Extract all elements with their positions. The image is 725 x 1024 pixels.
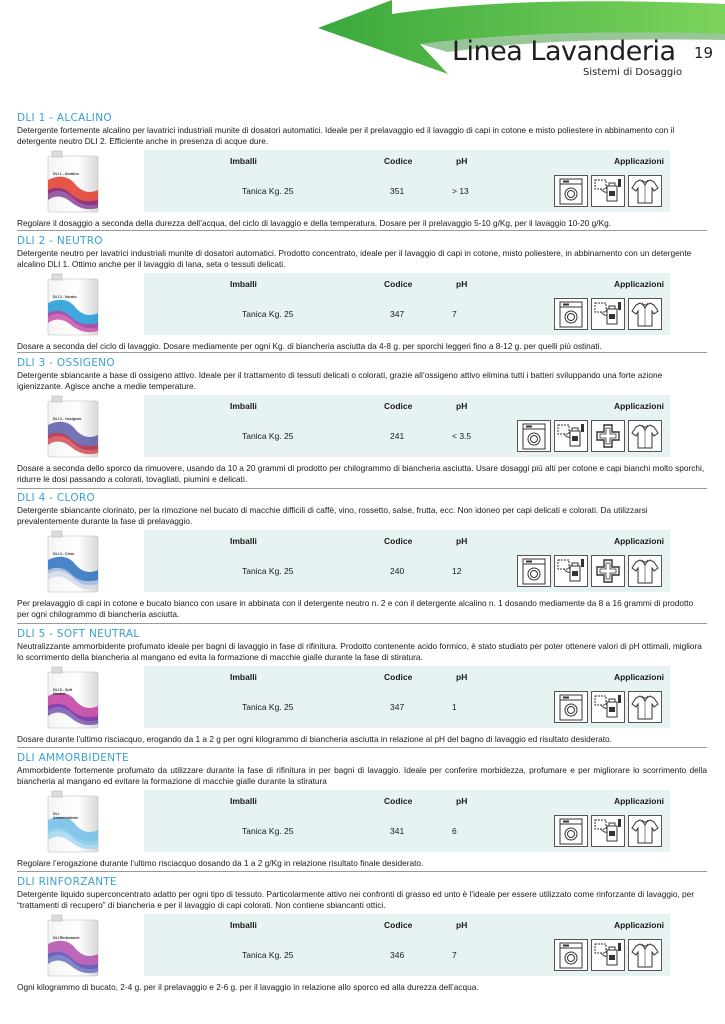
product-table (144, 395, 670, 457)
application-icons (554, 815, 662, 847)
product-table (144, 150, 670, 212)
header-imballi: Imballi (230, 400, 257, 411)
cell-imballi: Tanica Kg. 25 (242, 430, 294, 441)
product-row (17, 395, 707, 457)
header-applicazioni: Applicazioni (613, 535, 664, 546)
header-applicazioni: Applicazioni (613, 400, 664, 411)
application-icons (554, 175, 662, 207)
section-title: DLI RINFORZANTE (17, 876, 117, 888)
shirt-icon (628, 939, 662, 971)
cell-codice: 351 (390, 185, 405, 196)
bottle-label: DLI Rinforzante (53, 935, 80, 940)
header-codice: Codice (384, 671, 413, 682)
cell-codice: 240 (390, 565, 405, 576)
dosage-note: Regolare l’erogazione durante l’ultimo risciacquo dosando da 1 a 2 g/Kg in relazione risultato finale desiderato. (17, 857, 424, 868)
section-divider (17, 747, 707, 748)
header-ph: pH (456, 919, 468, 930)
header-imballi: Imballi (230, 535, 257, 546)
product-table (144, 273, 670, 335)
application-icons (554, 298, 662, 330)
section-description: Detergente sbiancante a base di ossigeno attivo. Ideale per il trattamento di tessuti delicati o colorati, grazie all’ossigeno attivo elimina tutti i batteri sviluppando una forte azione igienizzante. Agisce anche a medie temperature. (17, 370, 663, 392)
washing-machine-icon (517, 555, 551, 587)
page-header (0, 0, 725, 100)
section-description: Detergente fortemente alcalino per lavatrici industriali munite di dosatori automatici. Ideale per il prelavaggio ed il lavaggio di capi in cotone e misto poliestere in abbinamento con il detergente neutro DLI 2. Efficiente anche in presenza di acque dure. (17, 125, 675, 147)
section-title: DLI 1 - ALCALINO (17, 112, 112, 124)
cell-imballi: Tanica Kg. 25 (242, 701, 294, 712)
product-section (17, 112, 707, 229)
product-row (17, 150, 707, 212)
product-table (144, 790, 670, 852)
sanitizing-cross-icon (591, 420, 625, 452)
header-ph: pH (456, 535, 468, 546)
shirt-icon (628, 555, 662, 587)
section-description: Ammorbidente fortemente profumato da utilizzare durante la fase di rifinitura in per bagni di lavaggio. Ideale per conferire morbidezza, profumare e per migliorare lo scorrimento della biancheria al mangano ed evitare la formazione di macchie gialle durante la stiratura (17, 765, 707, 787)
detergent-dosing-icon (591, 691, 625, 723)
product-section (17, 628, 707, 745)
cell-imballi: Tanica Kg. 25 (242, 565, 294, 576)
dosage-note: Per prelavaggio di capi in cotone e bucato bianco con usare in abbinata con il detergente neutro n. 2 e con il detergente alcalino n. 1 dosando mediamente da 8 a 16 grammi di prodotto per ogni chilogrammo di biancheria asciutta. (17, 597, 694, 620)
section-divider (17, 352, 707, 353)
header-applicazioni: Applicazioni (613, 155, 664, 166)
header-codice: Codice (384, 400, 413, 411)
cell-ph: > 13 (452, 185, 469, 196)
product-section (17, 235, 707, 352)
detergent-dosing-icon (554, 420, 588, 452)
shirt-icon (628, 691, 662, 723)
header-codice: Codice (384, 278, 413, 289)
bottle-label: DLI 4 - Cloro (53, 551, 75, 556)
application-icons (554, 939, 662, 971)
washing-machine-icon (517, 420, 551, 452)
product-row (17, 530, 707, 592)
dosage-note: Dosare a seconda dello sporco da rimuovere, usando da 10 a 20 grammi di prodotto per chilogrammo di biancheria asciutta. Usare dosaggi più alti per cotone e capi bianchi molto sporchi, ridurre le dosi passando a colorati, tovagliati, piumini e delicati. (17, 462, 705, 485)
application-icons (517, 420, 662, 452)
section-divider (17, 871, 707, 872)
washing-machine-icon (554, 815, 588, 847)
header-imballi: Imballi (230, 919, 257, 930)
cell-codice: 241 (390, 430, 405, 441)
cell-ph: 6 (452, 825, 457, 836)
product-section (17, 876, 707, 993)
detergent-dosing-icon (591, 298, 625, 330)
washing-machine-icon (554, 691, 588, 723)
product-section (17, 357, 707, 486)
product-row (17, 914, 707, 976)
detergent-dosing-icon (591, 939, 625, 971)
dosage-note: Ogni kilogrammo di bucato, 2-4 g. per il prelavaggio e 2-6 g. per il lavaggio in relazione allo sporco ed alla durezza dell’acqua. (17, 981, 479, 992)
product-table (144, 914, 670, 976)
detergent-dosing-icon (591, 175, 625, 207)
product-bottle-image (45, 273, 101, 337)
dosage-note: Dosare a seconda del ciclo di lavaggio. Dosare mediamente per ogni Kg. di biancheria asciutta da 4-8 g. per sporchi leggeri fino a 8-12 g. per quelli più ostinati. (17, 340, 602, 351)
header-applicazioni: Applicazioni (613, 919, 664, 930)
section-description: Detergente liquido superconcentrato adatto per ogni tipo di tessuto. Particolarmente attivo nei confronti di grasso ed unto è l’ideale per essere utilizzato come rinforzante di lavaggio, per “trattamenti di recupero” di biancheria e per il lavaggio di capi colorati. Non contiene sbiancanti ottici. (17, 889, 695, 911)
section-description: Neutralizzante ammorbidente profumato ideale per bagni di lavaggio in fase di rifinitura. Prodotto contenente acido formico, è stato studiato per poter ottenere valori di pH ottimali, migliora lo scorrimento della biancheria al mangano ed evita la formazione di macchie gialle durante la fase di stiratura. (17, 641, 702, 663)
product-row (17, 790, 707, 852)
cell-ph: 1 (452, 701, 457, 712)
washing-machine-icon (554, 939, 588, 971)
section-title: DLI 5 - SOFT NEUTRAL (17, 628, 140, 640)
header-codice: Codice (384, 919, 413, 930)
header-applicazioni: Applicazioni (613, 671, 664, 682)
header-imballi: Imballi (230, 155, 257, 166)
cell-codice: 347 (390, 701, 405, 712)
header-codice: Codice (384, 535, 413, 546)
product-table (144, 666, 670, 728)
shirt-icon (628, 815, 662, 847)
cell-ph: < 3.5 (452, 430, 472, 441)
product-section (17, 752, 707, 869)
product-bottle-image (45, 530, 101, 594)
header-applicazioni: Applicazioni (613, 278, 664, 289)
application-icons (554, 691, 662, 723)
header-codice: Codice (384, 155, 413, 166)
section-divider (17, 230, 707, 231)
header-imballi: Imballi (230, 671, 257, 682)
product-bottle-image (45, 914, 101, 978)
header-ph: pH (456, 795, 468, 806)
dosage-note: Dosare durante l’ultimo risciacquo, erogando da 1 a 2 g per ogni kilogrammo di biancheria asciutta in relazione al pH del bagno di lavaggio ed risultato desiderato. (17, 733, 612, 744)
product-bottle-image (45, 150, 101, 214)
product-table (144, 530, 670, 592)
sanitizing-cross-icon (591, 555, 625, 587)
section-divider (17, 623, 707, 624)
section-title: DLI 4 - CLORO (17, 492, 96, 504)
cell-imballi: Tanica Kg. 25 (242, 308, 294, 319)
bottle-label: DLI 3 - Ossigeno (53, 416, 82, 421)
bottle-label: DLI 1 - Alcalino (53, 171, 79, 176)
bottle-label: DLI 2 - Neutro (53, 294, 77, 299)
washing-machine-icon (554, 175, 588, 207)
product-bottle-image (45, 666, 101, 730)
product-bottle-image (45, 790, 101, 854)
product-row (17, 666, 707, 728)
section-divider (17, 488, 707, 489)
product-row (17, 273, 707, 335)
shirt-icon (628, 420, 662, 452)
product-bottle-image (45, 395, 101, 459)
cell-imballi: Tanica Kg. 25 (242, 949, 294, 960)
cell-codice: 341 (390, 825, 405, 836)
header-applicazioni: Applicazioni (613, 795, 664, 806)
header-imballi: Imballi (230, 795, 257, 806)
section-title: DLI 2 - NEUTRO (17, 235, 103, 247)
section-description: Detergente neutro per lavatrici industriali munite di dosatori automatici. Prodotto concentrato, ideale per il lavaggio di capi in cotone, misto poliestere, in abbinamento con un detergente alcalino DLI 1. Ottimo anche per il lavaggio di lana, seta o tessuti delicati. (17, 248, 692, 270)
cell-codice: 347 (390, 308, 405, 319)
header-ph: pH (456, 278, 468, 289)
product-section (17, 492, 707, 621)
shirt-icon (628, 298, 662, 330)
page-number: 19 (694, 44, 714, 62)
washing-machine-icon (554, 298, 588, 330)
dosage-note: Regolare il dosaggio a seconda della durezza dell’acqua, del ciclo di lavaggio e della temperatura. Dosare per il prelavaggio 5-10 g/Kg, per il lavaggio 10-20 g/Kg. (17, 217, 612, 228)
header-imballi: Imballi (230, 278, 257, 289)
page-title: Linea Lavanderia (452, 36, 676, 67)
section-title: DLI AMMORBIDENTE (17, 752, 129, 764)
shirt-icon (628, 175, 662, 207)
bottle-label: DLI Ammorbidente (53, 811, 79, 820)
detergent-dosing-icon (554, 555, 588, 587)
cell-ph: 12 (452, 565, 462, 576)
cell-imballi: Tanica Kg. 25 (242, 825, 294, 836)
application-icons (517, 555, 662, 587)
header-ph: pH (456, 400, 468, 411)
header-ph: pH (456, 155, 468, 166)
bottle-label: DLI 5 - Soft Neutral (53, 687, 72, 696)
detergent-dosing-icon (591, 815, 625, 847)
section-description: Detergente sbiancante clorinato, per la rimozione nel bucato di macchie difficili di caffè, vino, rossetto, salse, frutta, ecc. Non idoneo per capi delicati e colorati. Da utilizzarsi prevalentemente durante la fase di prelavaggio. (17, 505, 648, 527)
cell-imballi: Tanica Kg. 25 (242, 185, 294, 196)
cell-ph: 7 (452, 308, 457, 319)
cell-codice: 346 (390, 949, 405, 960)
section-title: DLI 3 - OSSIGENO (17, 357, 115, 369)
cell-ph: 7 (452, 949, 457, 960)
header-codice: Codice (384, 795, 413, 806)
page-subtitle: Sistemi di Dosaggio (583, 67, 683, 78)
header-ph: pH (456, 671, 468, 682)
